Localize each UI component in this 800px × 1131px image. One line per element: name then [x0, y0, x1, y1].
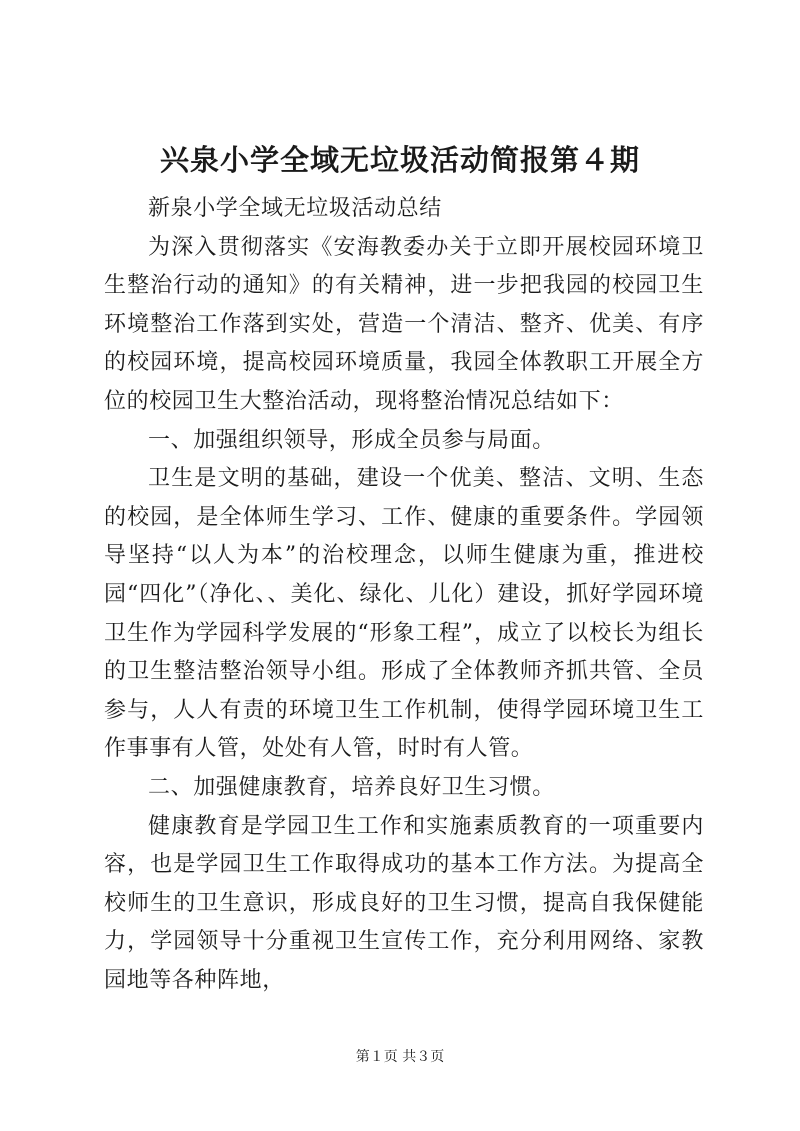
section-2-paragraph: 健康教育是学园卫生工作和实施素质教育的一项重要内容，也是学园卫生工作取得成功的基本工作方法。为提高全校师生的卫生意识，形成良好的卫生习惯，提高自我保健能力，学园领导十分重视卫生宣传工作，充分利用网络、家教园地等各种阵地， — [104, 813, 704, 993]
subtitle-paragraph: 新泉小学全域无垃圾活动总结 — [148, 196, 442, 221]
section-1-paragraph: 卫生是文明的基础，建设一个优美、整洁、文明、生态的校园，是全体师生学习、工作、健康的重要条件。学园领导坚持“以人为本”的治校理念，以师生健康为重，推进校园“四化”（净化、、美化、绿化、儿化）建设，抓好学园环境卫生作为学园科学发展的“形象工程”，成立了以校长为组长的卫生整洁整治领导小组。形成了全体教师齐抓共管、全员参与，人人有责的环境卫生工作机制，使得学园环境卫生工作事事有人管，处处有人管，时时有人管。 — [104, 466, 704, 762]
section-heading-2: 二、加强健康教育，培养良好卫生习惯。 — [148, 774, 555, 800]
document-body — [104, 190, 704, 1000]
intro-paragraph: 为深入贯彻落实《安海教委办关于立即开展校园环境卫生整治行动的通知》的有关精神，进一步把我园的校园卫生环境整治工作落到实处，营造一个清洁、整齐、优美、有序的校园环境，提高校园环境质量，我园全体教职工开展全方位的校园卫生大整治活动，现将整治情况总结如下： — [104, 234, 704, 414]
document-title: 兴泉小学全域无垃圾活动简报第４期 — [159, 143, 640, 177]
page-footer: 第１页 共３页 — [355, 1049, 445, 1065]
section-heading-1: 一、加强组织领导，形成全员参与局面。 — [148, 427, 555, 453]
